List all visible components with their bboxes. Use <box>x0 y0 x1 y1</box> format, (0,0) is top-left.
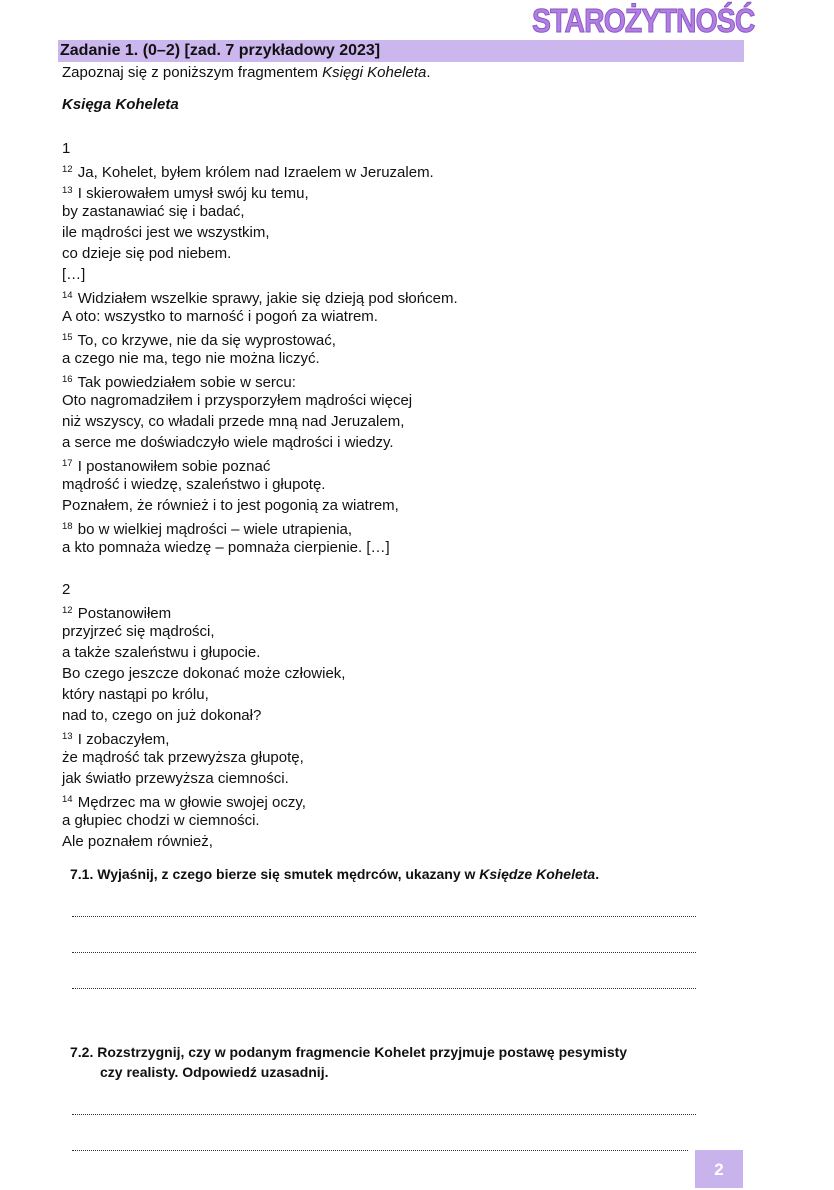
poem-line <box>62 537 762 558</box>
poem-line <box>62 243 762 264</box>
poem-line-text: Poznałem, że również i to jest pogonią za wiatrem, <box>62 497 399 514</box>
poem-line <box>62 432 762 453</box>
verse-number: 14 <box>62 794 73 805</box>
poem-line-text: 2 <box>62 581 71 598</box>
poem-line <box>62 621 762 642</box>
verse-number: 17 <box>62 458 73 469</box>
poem-line <box>62 663 762 684</box>
poem-line-text: jak światło przewyższa ciemności. <box>62 770 289 787</box>
poem-line <box>62 558 762 579</box>
verse-number: 14 <box>62 290 73 301</box>
poem-line-text: A oto: wszystko to marność i pogoń za wiatrem. <box>62 308 378 325</box>
answer-line[interactable] <box>72 1150 688 1151</box>
poem-line <box>62 285 762 306</box>
poem-line <box>62 600 762 621</box>
poem-line-text: że mądrość tak przewyższa głupotę, <box>62 749 304 766</box>
poem-line-text: a głupiec chodzi w ciemności. <box>62 812 260 829</box>
poem-line <box>62 201 762 222</box>
poem-line-text: I postanowiłem sobie poznać <box>77 458 271 475</box>
verse-number: 15 <box>62 332 73 343</box>
poem-line-text: bo w wielkiej mądrości – wiele utrapienia, <box>77 521 353 538</box>
poem-line <box>62 747 762 768</box>
poem-line <box>62 810 762 831</box>
poem-line <box>62 789 762 810</box>
verse-number: 13 <box>62 731 73 742</box>
poem-line-text: To, co krzywe, nie da się wyprostować, <box>77 332 336 349</box>
poem-line <box>62 579 762 600</box>
verse-number: 12 <box>62 164 73 175</box>
poem-line <box>62 327 762 348</box>
verse-number: 18 <box>62 521 73 532</box>
question-7-1: 7.1. Wyjaśnij, z czego bierze się smutek mędrców, ukazany w Księdze Koheleta. <box>70 866 600 882</box>
poem-line-text: a serce me doświadczyło wiele mądrości i wiedzy. <box>62 434 394 451</box>
poem-line <box>62 516 762 537</box>
poem-text <box>62 138 762 852</box>
poem-line <box>62 222 762 243</box>
poem-line <box>62 768 762 789</box>
poem-line-text: […] <box>62 266 86 283</box>
answer-line[interactable] <box>72 916 696 917</box>
poem-line-text: Mędrzec ma w głowie swojej oczy, <box>77 794 306 811</box>
poem-line <box>62 159 762 180</box>
poem-line-text: Bo czego jeszcze dokonać może człowiek, <box>62 665 346 682</box>
poem-line <box>62 348 762 369</box>
answer-line[interactable] <box>72 988 696 989</box>
question-7-2: 7.2. Rozstrzygnij, czy w podanym fragmencie Kohelet przyjmuje postawę pesymisty czy realisty. Odpowiedź uzasadnij. <box>70 1044 628 1080</box>
poem-line-text: co dzieje się pod niebem. <box>62 245 232 262</box>
poem-line <box>62 264 762 285</box>
poem-line-text: 1 <box>62 140 71 157</box>
poem-line-text: który nastąpi po królu, <box>62 686 209 703</box>
poem-line-text: a także szaleństwu i głupocie. <box>62 644 261 661</box>
poem-line <box>62 138 762 159</box>
verse-number: 12 <box>62 605 73 616</box>
poem-line-text: by zastanawiać się i badać, <box>62 203 245 220</box>
poem-line <box>62 684 762 705</box>
poem-line <box>62 495 762 516</box>
poem-line-text: I zobaczyłem, <box>77 731 170 748</box>
poem-line <box>62 726 762 747</box>
answer-line[interactable] <box>72 952 696 953</box>
verse-number: 16 <box>62 374 73 385</box>
poem-line <box>62 642 762 663</box>
task-title: Zadanie 1. (0–2) [zad. 7 przykładowy 2023] <box>60 42 381 59</box>
poem-line <box>62 831 762 852</box>
poem-line <box>62 306 762 327</box>
poem-line <box>62 705 762 726</box>
verse-number: 13 <box>62 185 73 196</box>
poem-line-text: ile mądrości jest we wszystkim, <box>62 224 270 241</box>
poem-line <box>62 369 762 390</box>
poem-line-text: Ale poznałem również, <box>62 833 213 850</box>
poem-line <box>62 474 762 495</box>
poem-line-text: Postanowiłem <box>77 605 172 622</box>
poem-line-text: a kto pomnaża wiedzę – pomnaża cierpienie. […] <box>62 539 390 556</box>
poem-line-text: mądrość i wiedzę, szaleństwo i głupotę. <box>62 476 326 493</box>
poem-line <box>62 390 762 411</box>
poem-line <box>62 411 762 432</box>
page-number: 2 <box>695 1150 743 1188</box>
poem-line-text: Ja, Kohelet, byłem królem nad Izraelem w Jeruzalem. <box>77 164 434 181</box>
section-title: STAROŻYTNOŚĆ <box>532 2 755 39</box>
poem-line-text: I skierowałem umysł swój ku temu, <box>77 185 309 202</box>
intro-text: Zapoznaj się z poniższym fragmentem Księgi Koheleta. <box>62 64 431 81</box>
poem-line-text: Widziałem wszelkie sprawy, jakie się dzieją pod słońcem. <box>77 290 458 307</box>
poem-line-text: niż wszyscy, co władali przede mną nad Jeruzalem, <box>62 413 405 430</box>
poem-line-text: Tak powiedziałem sobie w sercu: <box>77 374 296 391</box>
poem-line <box>62 180 762 201</box>
answer-line[interactable] <box>72 1114 696 1115</box>
poem-line-text: nad to, czego on już dokonał? <box>62 707 262 724</box>
poem-line <box>62 453 762 474</box>
poem-line-text: a czego nie ma, tego nie można liczyć. <box>62 350 320 367</box>
book-title: Księga Koheleta <box>62 96 179 113</box>
poem-line-text: Oto nagromadziłem i przysporzyłem mądrości więcej <box>62 392 413 409</box>
poem-line-text: przyjrzeć się mądrości, <box>62 623 215 640</box>
